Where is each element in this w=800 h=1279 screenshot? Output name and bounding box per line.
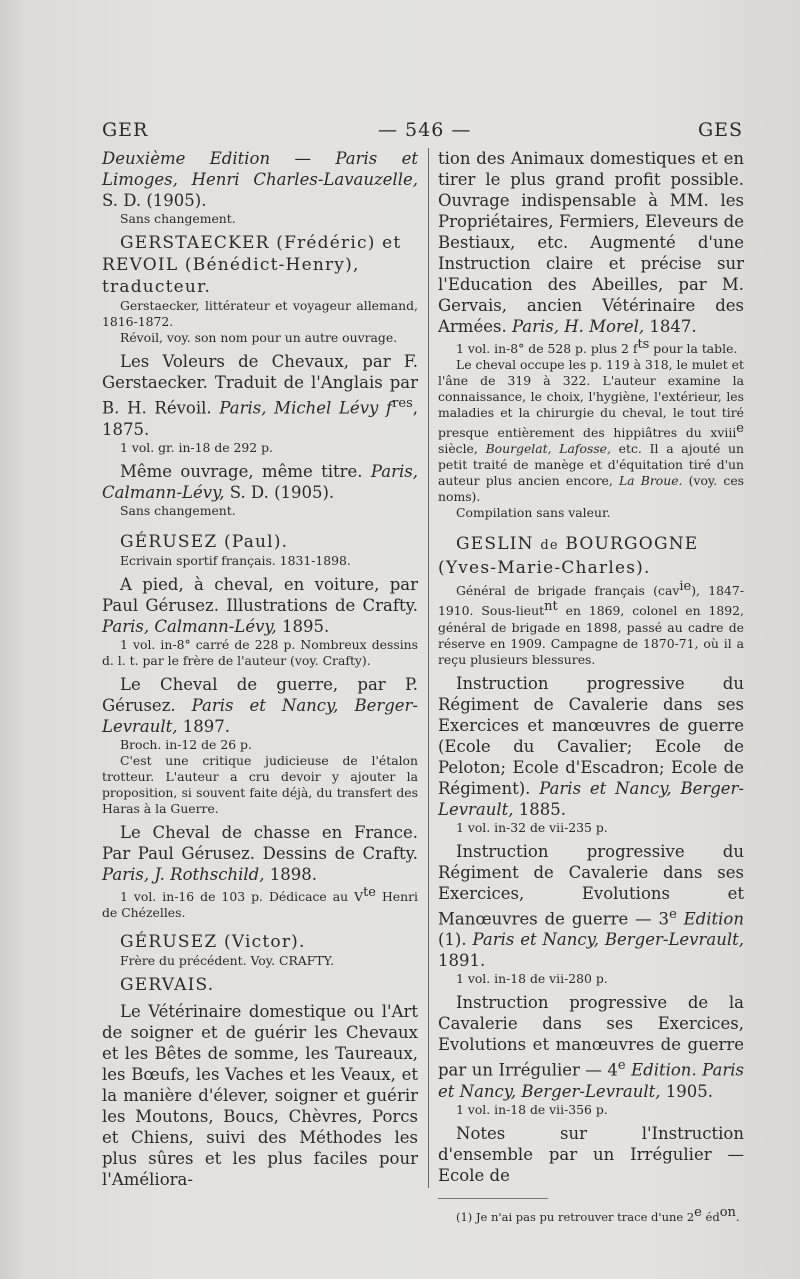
entry-title: Instruction progressive du Régiment de Cavalerie dans ses Exercices, Evolutions et Manœuvres de guerre — 3e Edition (1). Paris et Nancy, Berger-Levrault, 1891. (438, 841, 744, 970)
author-bio: Ecrivain sportif français. 1831-1898. (120, 552, 351, 568)
entry-note: Compilation sans valeur. (456, 505, 611, 521)
page-number: — 546 — (378, 119, 472, 141)
author-bio: Révoil, voy. son nom pour un autre ouvrage. (120, 330, 398, 345)
entry-description: 1 vol. in-8° de 528 p. plus 2 $f^{ts}$ pour la table. (456, 337, 738, 357)
entry-title: A pied, à cheval, en voiture, par Paul Gérusez. Illustrations de Crafty. Paris, Calmann-Lévy, 1895. (102, 574, 418, 636)
footnote: (1) Je n'ai pas pu retrouver trace d'une 2e $éd^{on}$. (456, 1204, 740, 1224)
author-heading: GÉRUSEZ (Paul). (120, 531, 289, 552)
entry-title: Les Voleurs de Chevaux, par F. Gerstaecker. Traduit de l'Anglais par B. H. Révoil. Paris, Michel Lévy $f^{res}$, 1875. (102, 352, 418, 439)
entry-title: Même ouvrage, même titre. Paris, Calmann-Lévy, S. D. (1905). (102, 461, 418, 502)
entry-description: Broch. in-12 de 26 p. (120, 736, 252, 752)
left-column (102, 148, 418, 1190)
entry-title: tion des Animaux domestiques et en tirer le plus grand profit possible. Ouvrage indispensable à MM. les Propriétaires, Fermiers, Eleveurs de Bestiaux, etc. Augmenté d'une Instruction claire et précise sur l'Education des Abeilles, par M. Gervais, ancien Vétérinaire des Armées. Paris, H. Morel, 1847. (438, 149, 744, 336)
author-bio: Frère du précédent. Voy. CRAFTY. (120, 952, 335, 968)
author-heading: GERVAIS. (120, 974, 215, 995)
running-head-right: GES (698, 119, 744, 141)
entry-description: 1 vol. gr. in-18 de 292 p. (120, 439, 273, 455)
entry-note: Sans changement. (120, 211, 236, 226)
column-divider (428, 148, 429, 1188)
right-column (438, 148, 744, 1224)
entry-description: 1 vol. in-32 de vii-235 p. (456, 819, 608, 835)
footnote-rule (438, 1198, 548, 1199)
entry-note: Le cheval occupe les p. 119 à 318, le mulet et l'âne de 319 à 322. L'auteur examine la connaissance, le choix, l'hygiène, l'extérieur, les maladies et la chirurgie du cheval, le tout tiré presque entièrement des hippiâtres du xviii$^e$ siècle, Bourgelat, Lafosse, etc. Il a ajouté un petit traité de manège et d'équitation tiré d'un auteur plus ancien encore, La Broue. (voy. ces noms). (438, 357, 745, 505)
author-heading: GERSTAECKER (Frédéric) et REVOIL (Bénédict-Henry), traducteur. (102, 233, 402, 297)
author-heading: GÉRUSEZ (Victor). (120, 931, 306, 952)
entry-note: Sans changement. (120, 502, 236, 518)
entry-description: 1 vol. in-8° carré de 228 p. Nombreux dessins d. l. t. par le frère de l'auteur (voy. Crafty). (102, 636, 418, 668)
author-heading: GESLIN de BOURGOGNE (Yves-Marie-Charles). (438, 534, 699, 579)
entry-title: Le Vétérinaire domestique ou l'Art de soigner et de guérir les Chevaux et les Bêtes de somme, les Taureaux, les Bœufs, les Vaches et les Veaux, et la manière d'élever, soigner et guérir les Moutons, Boucs, Chèvres, Porcs et Chiens, suivi des Méthodes les plus sûres et les plus faciles pour l'Améliora- (102, 1001, 418, 1189)
entry-description: 1 vol. in-18 de vii-356 p. (456, 1101, 608, 1117)
entry-title: Instruction progressive du Régiment de Cavalerie dans ses Exercices et manœuvres de guerre (Ecole du Cavalier; Ecole de Peloton; Ecole d'Escadron; Ecole de Régiment). Paris et Nancy, Berger-Levrault, 1885. (438, 673, 745, 819)
entry-title: Instruction progressive de la Cavalerie dans ses Exercices, Evolutions et manœuvres de guerre par un Irrégulier — 4e Edition. Paris et Nancy, Berger-Levrault, 1905. (438, 993, 744, 1101)
author-bio: Gerstaecker, littérateur et voyageur allemand, 1816-1872. (102, 298, 418, 329)
author-bio: Général de brigade français (cav$^{ie}$), 1847-1910. Sous-lieut$^{nt}$ en 1869, colonel en 1892, général de brigade en 1898, passé au cadre de réserve en 1909. Campagne de 1870-71, où il a reçu plusieurs blessures. (438, 579, 745, 667)
entry-note: C'est une critique judicieuse de l'étalon trotteur. L'auteur a cru devoir y ajouter la proposition, si souvent faite déjà, du transfert des Haras à la Guerre. (102, 752, 418, 816)
entry-title: Le Cheval de chasse en France. Par Paul Gérusez. Dessins de Crafty. Paris, J. Rothschild, 1898. (102, 822, 418, 884)
running-head-left: GER (102, 119, 149, 141)
entry-title: Deuxième Edition — Paris et Limoges, Henri Charles-Lavauzelle, S. D. (1905). (102, 149, 418, 210)
entry-description: 1 vol. in-16 de 103 p. Dédicace au $V^{te}$ Henri de Chézelles. (102, 884, 418, 920)
entry-title: Le Cheval de guerre, par P. Gérusez. Paris et Nancy, Berger-Levrault, 1897. (102, 674, 419, 736)
entry-title: Notes sur l'Instruction d'ensemble par un Irrégulier — Ecole de (438, 1123, 744, 1185)
entry-description: 1 vol. in-18 de vii-280 p. (456, 971, 608, 986)
